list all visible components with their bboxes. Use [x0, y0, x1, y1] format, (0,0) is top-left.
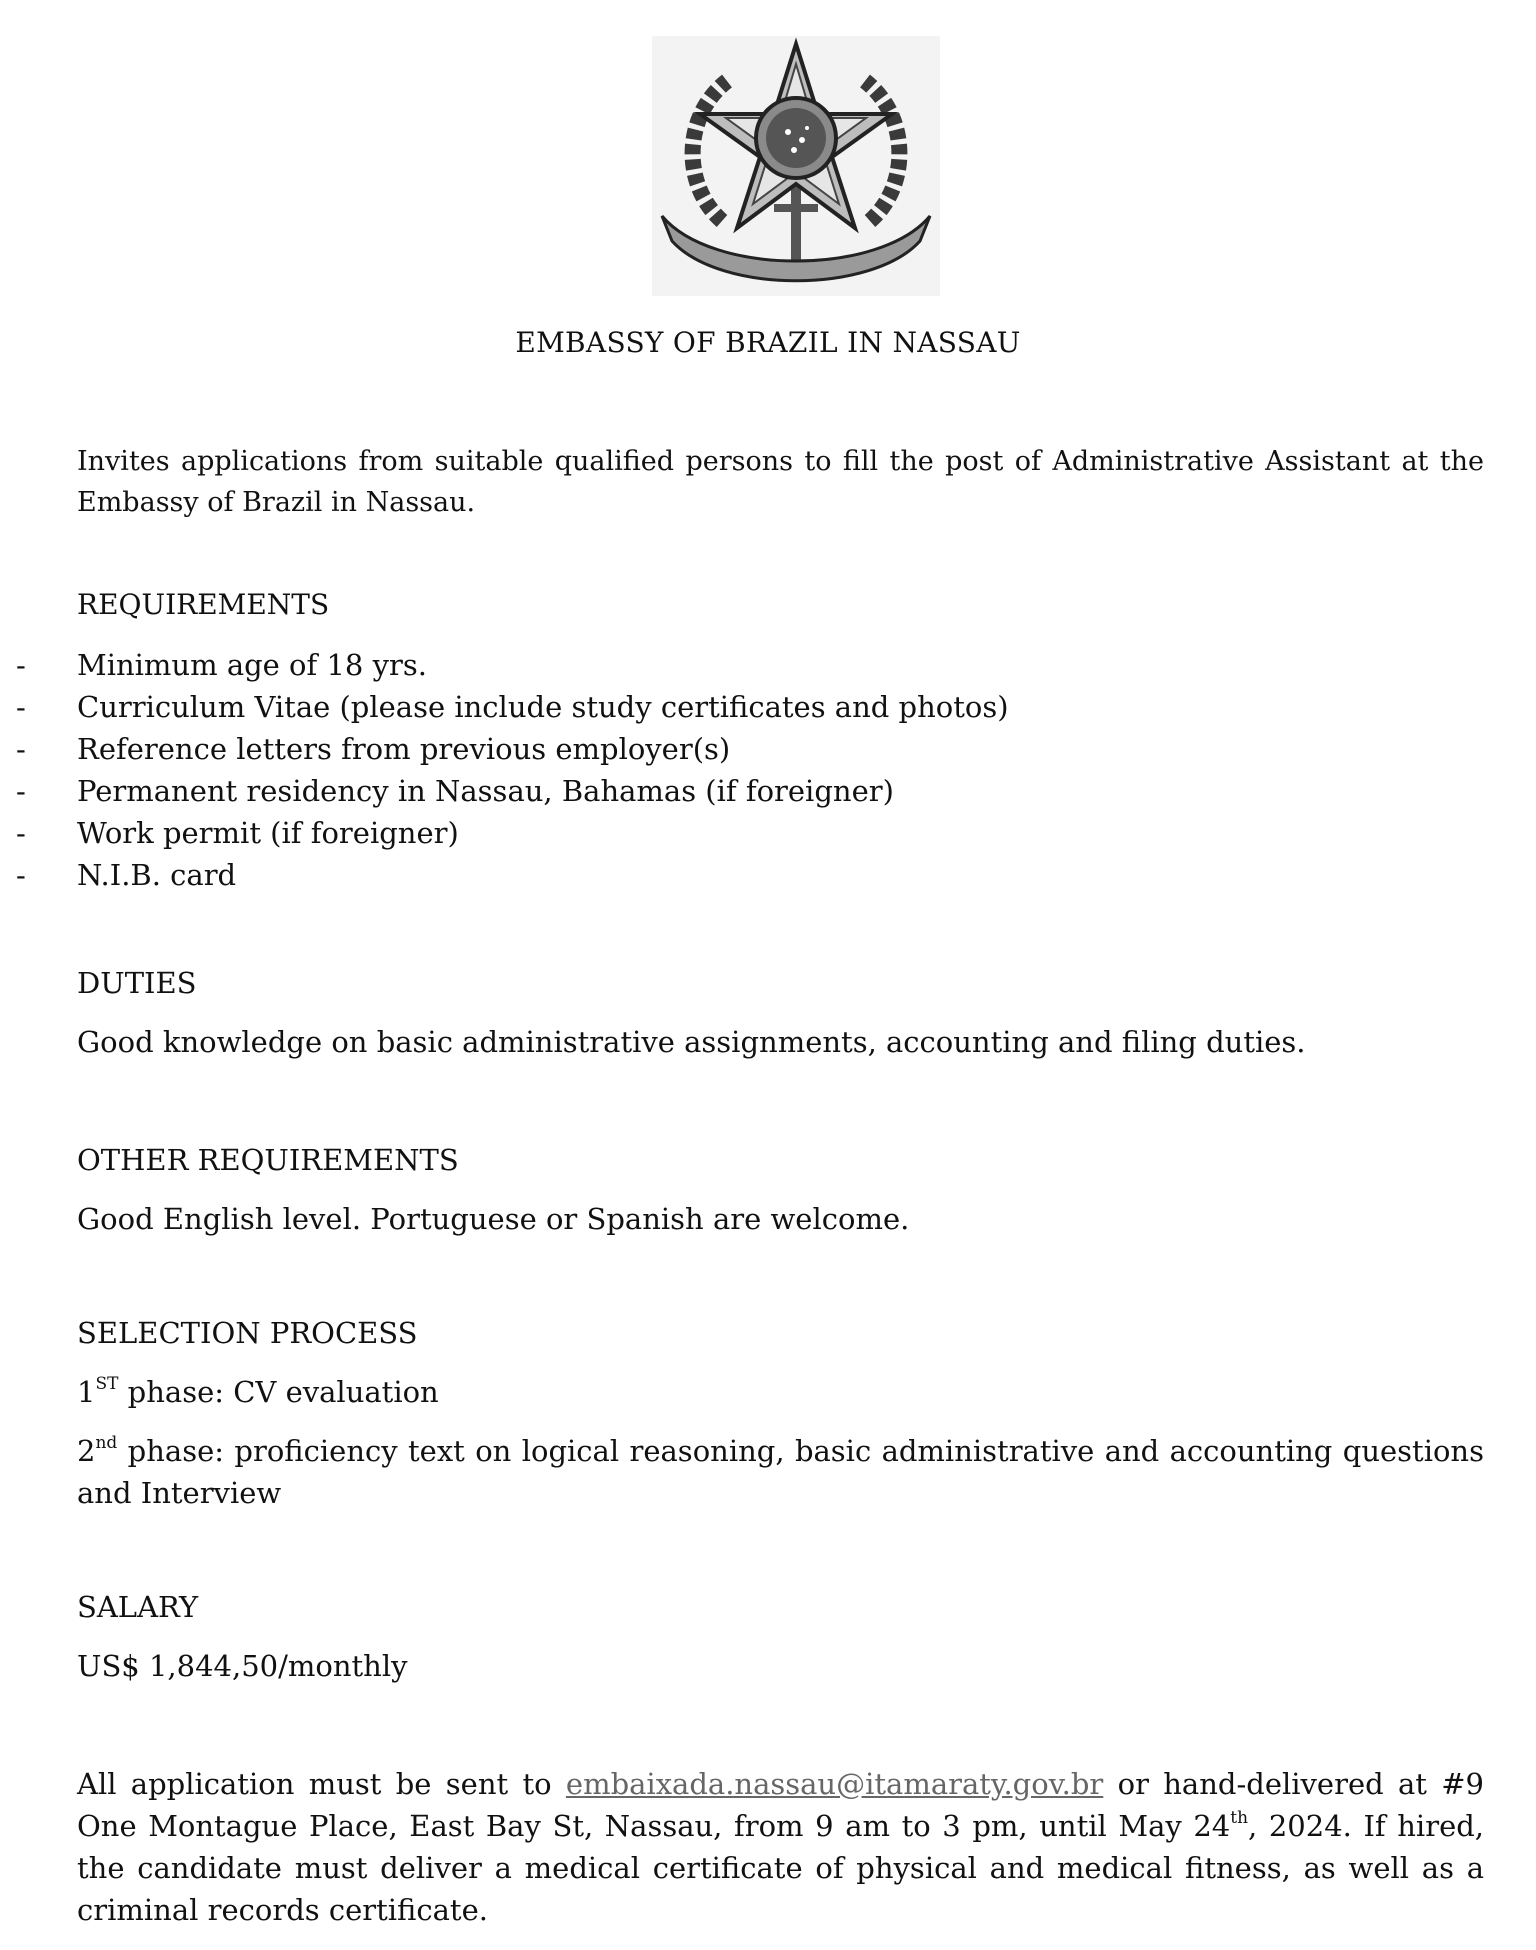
list-item-text: Curriculum Vitae (please include study certificates and photos): [77, 690, 1009, 724]
selection-heading: SELECTION PROCESS: [77, 1316, 418, 1350]
duties-text: Good knowledge on basic administrative assignments, accounting and filing duties.: [77, 1025, 1306, 1059]
selection-section: [77, 1312, 1484, 1514]
closing-ordinal: th: [1230, 1808, 1249, 1829]
phase-2-ordinal: nd: [95, 1433, 118, 1454]
other-requirements-section: [77, 1139, 1484, 1240]
closing-text-2: or hand-delivered at #9 One Montague Place, East Bay St, Nassau, from 9 am to 3 pm, until May 24: [77, 1767, 1485, 1843]
intro-paragraph: [77, 441, 1484, 523]
requirements-section: [77, 584, 1484, 625]
phase-1-text: phase: CV evaluation: [118, 1375, 439, 1409]
salary-value: US$ 1,844,50/monthly: [77, 1649, 408, 1683]
email-link[interactable]: embaixada.nassau@itamaraty.gov.br: [565, 1767, 1104, 1801]
list-item: [0, 728, 1536, 770]
closing-section: [77, 1763, 1484, 1931]
phase-1-number: 1: [77, 1375, 96, 1409]
list-item: [0, 770, 1536, 812]
salary-heading: SALARY: [77, 1590, 199, 1624]
list-item: [0, 812, 1536, 854]
coat-of-arms-icon: [652, 36, 940, 296]
duties-heading: DUTIES: [77, 966, 197, 1000]
salary-section: [77, 1586, 1484, 1687]
other-requirements-heading: OTHER REQUIREMENTS: [77, 1143, 459, 1177]
list-item: [0, 644, 1536, 686]
list-bullet: -: [16, 690, 26, 724]
selection-phase-2: [77, 1430, 1484, 1514]
requirements-list: [0, 644, 1536, 896]
list-bullet: -: [16, 732, 26, 766]
list-item-text: N.I.B. card: [77, 858, 237, 892]
duties-section: [77, 962, 1484, 1063]
other-requirements-text: Good English level. Portuguese or Spanish are welcome.: [77, 1202, 910, 1236]
closing-text-1: All application must be sent to: [77, 1767, 566, 1801]
list-bullet: -: [16, 774, 26, 808]
list-bullet: -: [16, 648, 26, 682]
phase-1-ordinal: ST: [95, 1374, 119, 1395]
list-item-text: Work permit (if foreigner): [77, 816, 459, 850]
phase-2-number: 2: [77, 1434, 96, 1468]
closing-paragraph: [77, 1763, 1484, 1931]
list-bullet: -: [16, 858, 26, 892]
list-item-text: Permanent residency in Nassau, Bahamas (if foreigner): [77, 774, 894, 808]
document-title: EMBASSY OF BRAZIL IN NASSAU: [515, 326, 1021, 359]
list-item-text: Minimum age of 18 yrs.: [77, 648, 427, 682]
selection-phase-1: [77, 1371, 1484, 1413]
list-item: [0, 686, 1536, 728]
intro-text: Invites applications from suitable qualified persons to fill the post of Administrative Assistant at the Embassy of Brazil in Nassau.: [77, 446, 1484, 518]
requirements-heading: REQUIREMENTS: [77, 588, 330, 621]
list-bullet: -: [16, 816, 26, 850]
coat-of-arms-graphic: [652, 36, 940, 296]
closing-text-3: , 2024. If hired, the candidate must deliver a medical certificate of physical and medical fitness, as well as a criminal records certificate.: [77, 1809, 1485, 1927]
list-item: [0, 854, 1536, 896]
phase-2-text: phase: proficiency text on logical reasoning, basic administrative and accounting questions and Interview: [77, 1434, 1484, 1510]
list-item-text: Reference letters from previous employer(s): [77, 732, 731, 766]
